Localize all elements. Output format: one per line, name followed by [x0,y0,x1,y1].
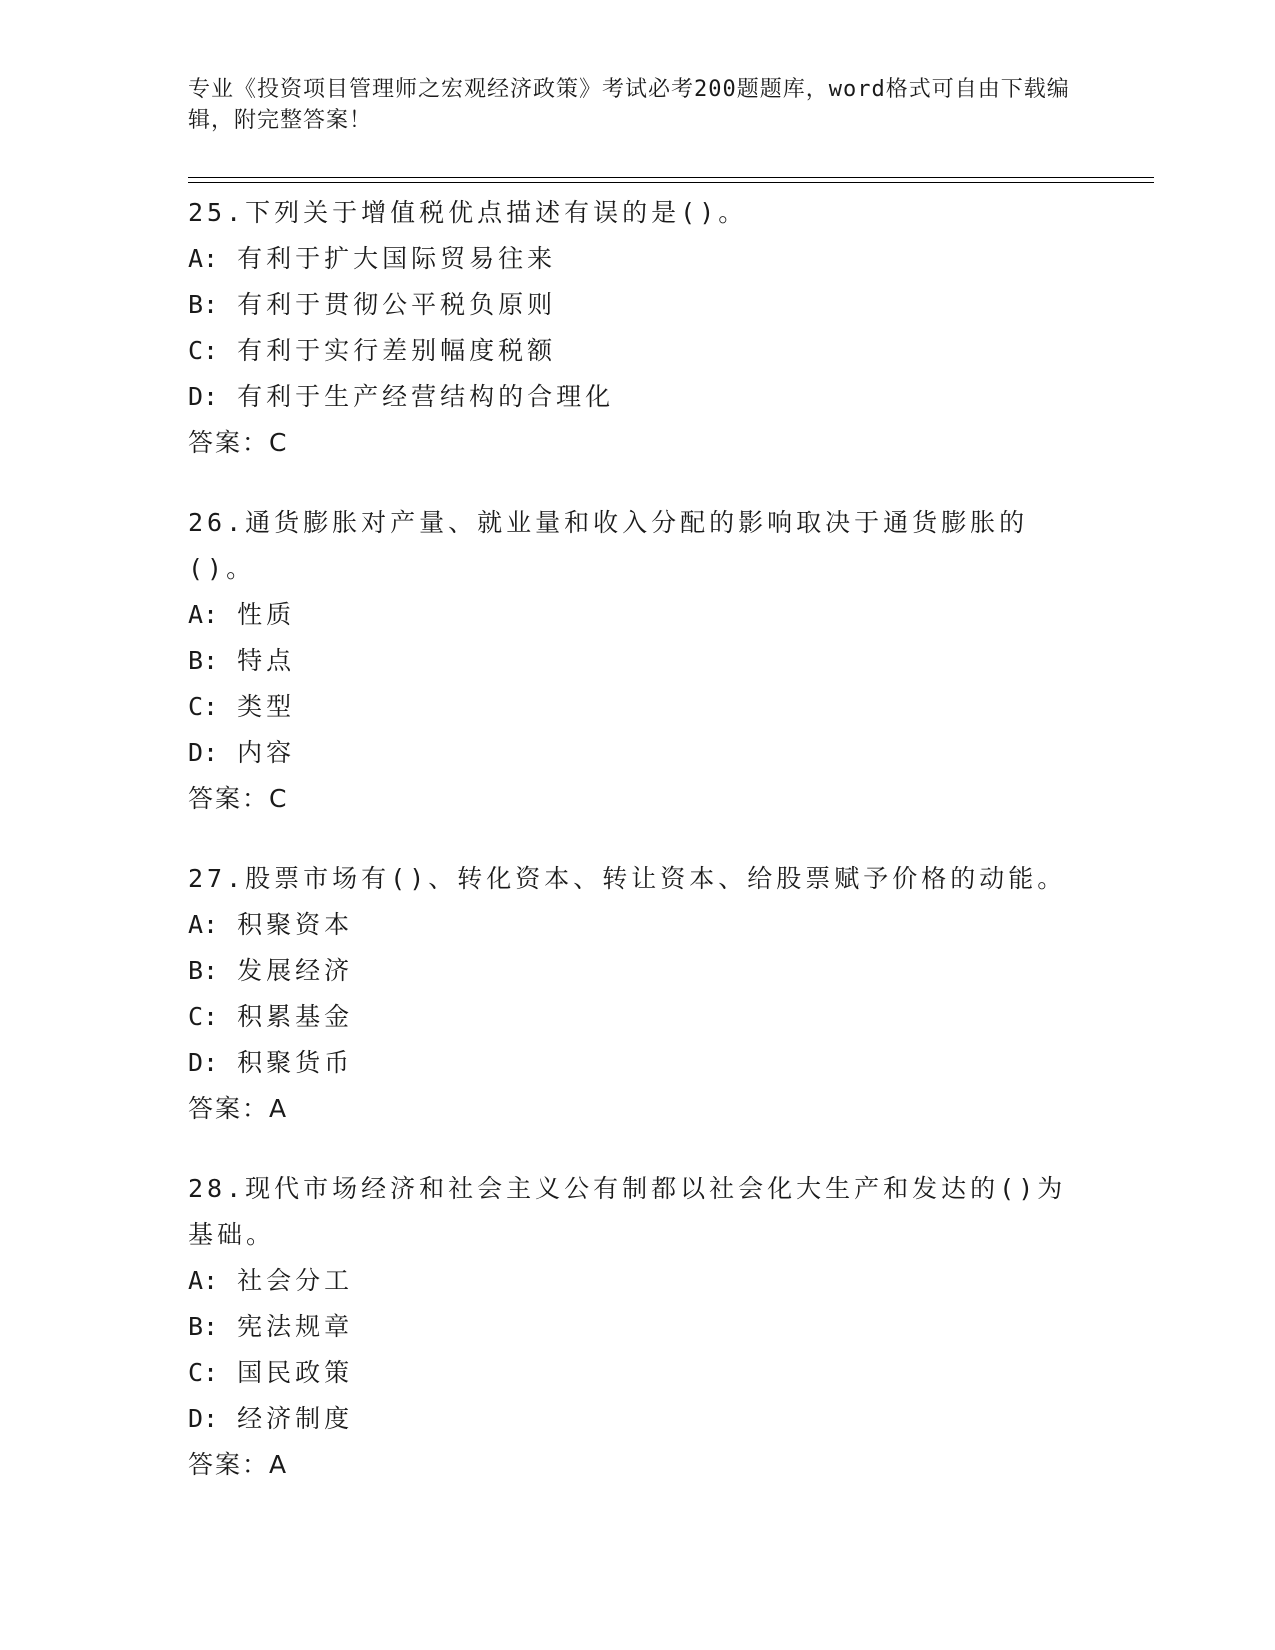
option-letter: C: [188,1002,219,1031]
option-letter: B: [188,646,219,675]
option-text: 国民政策 [237,1358,354,1387]
option-c [188,1350,1088,1396]
option-letter: A: [188,910,219,939]
document-header: 专业《投资项目管理师之宏观经济政策》考试必考200题题库，word格式可自由下载编辑，附完整答案！ [188,77,1070,133]
option-text: 积聚货币 [237,1048,354,1077]
option-letter: D: [188,1048,219,1077]
option-b [188,282,1088,328]
answer-line: 答案：A [188,1094,289,1123]
answer-line: 答案：A [188,1450,289,1479]
answer-line: 答案：C [188,428,289,457]
option-letter: A: [188,600,219,629]
option-letter: B: [188,1312,219,1341]
option-text: 发展经济 [237,956,354,985]
option-d [188,374,1088,420]
option-text: 性质 [237,600,296,629]
option-text: 宪法规章 [237,1312,354,1341]
option-d [188,730,1088,776]
option-d [188,1396,1088,1442]
option-letter: D: [188,382,219,411]
question-28 [188,1166,1088,1488]
question-27 [188,856,1088,1132]
question-stem: 26.通货膨胀对产量、就业量和收入分配的影响取决于通货膨胀的()。 [188,508,1029,583]
option-c [188,994,1088,1040]
option-text: 有利于扩大国际贸易往来 [237,244,557,273]
question-stem: 27.股票市场有()、转化资本、转让资本、给股票赋予价格的动能。 [188,864,1067,893]
option-letter: D: [188,1404,219,1433]
option-text: 有利于实行差别幅度税额 [237,336,557,365]
question-list [188,190,1088,1522]
header-rule-bottom [188,182,1154,183]
option-d [188,1040,1088,1086]
option-text: 有利于贯彻公平税负原则 [237,290,557,319]
option-b [188,948,1088,994]
option-c [188,684,1088,730]
option-text: 社会分工 [237,1266,354,1295]
option-letter: A: [188,1266,219,1295]
option-letter: D: [188,738,219,767]
option-letter: C: [188,692,219,721]
header-rule-top [188,177,1154,178]
option-letter: C: [188,336,219,365]
question-25 [188,190,1088,466]
option-letter: B: [188,956,219,985]
option-text: 经济制度 [237,1404,354,1433]
option-a [188,592,1088,638]
option-c [188,328,1088,374]
option-text: 特点 [237,646,296,675]
option-b [188,1304,1088,1350]
option-text: 类型 [237,692,296,721]
option-text: 积累基金 [237,1002,354,1031]
option-letter: B: [188,290,219,319]
option-b [188,638,1088,684]
option-text: 有利于生产经营结构的合理化 [237,382,615,411]
answer-line: 答案：C [188,784,289,813]
option-letter: A: [188,244,219,273]
option-a [188,902,1088,948]
option-a [188,1258,1088,1304]
question-stem: 25.下列关于增值税优点描述有误的是()。 [188,198,748,227]
option-letter: C: [188,1358,219,1387]
option-text: 内容 [237,738,296,767]
option-text: 积聚资本 [237,910,354,939]
question-stem: 28.现代市场经济和社会主义公有制都以社会化大生产和发达的()为基础。 [188,1174,1067,1249]
option-a [188,236,1088,282]
question-26 [188,500,1088,822]
